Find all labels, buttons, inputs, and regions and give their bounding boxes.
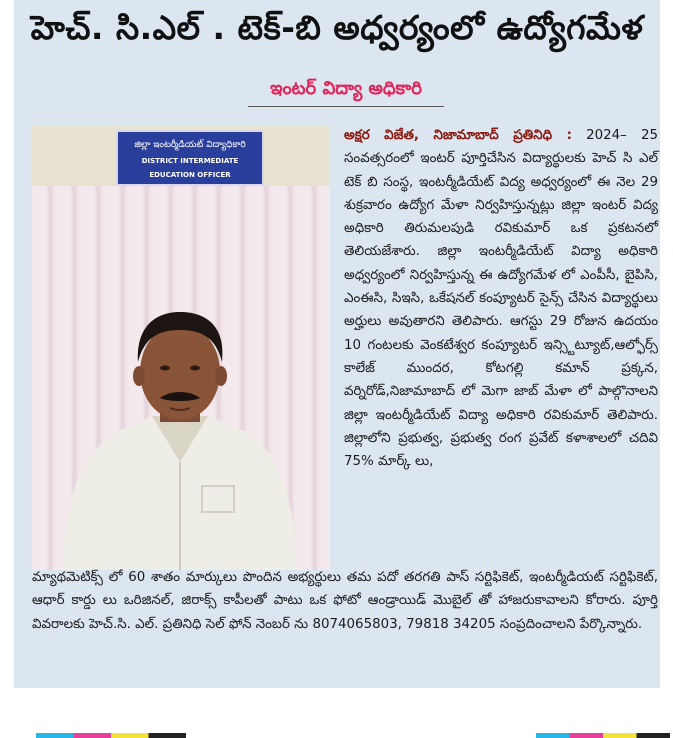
article-body-side bbox=[344, 124, 658, 473]
print-registration-strip-left bbox=[36, 733, 186, 738]
officer-photo bbox=[32, 126, 330, 570]
print-registration-strip-right bbox=[536, 733, 670, 738]
byline: అక్షర విజేత, నిజామాబాద్ ప్రతినిధి : bbox=[344, 128, 572, 143]
article-text-side: 2024– 25 సంవత్సరంలో ఇంటర్ పూర్తిచేసిన విద్యార్థులకు హెచ్ సి ఎల్ టెక్ బి సంస్థ, ఇంటర్మీడియేట్ విద్య అధ్వర్యంలో ఈ నెల 29 శుక్రవారం ఉద్యోగ మేళా నిర్వహిస్తున్నట్లు జిల్లా ఇంటర్ విద్య అధికారి తిరుమలపుడి రవికుమార్ ఒక ప్రకటనలో తెలియజేశారు. జిల్లా ఇంటర్మీడియేట్ విద్యా అధికారి అధ్వర్యంలో నిర్వహిస్తున్న ఈ ఉద్యోగమేళ లో ఎంపీసీ, బైపిసి, ఎంఈసి, సిఇసి, ఒకేషనల్ కంప్యూటర్ సైన్స్ చేసిన విద్యార్థులు అర్హులు అవుతారని తెలిపారు. ఆగస్టు 29 రోజున ఉదయం 10 గంటలకు వెంకటేశ్వర కంప్యూటర్ ఇన్స్టిట్యూట్,ఆల్ఫోర్స్ కాలేజ్ ముందర, కోటగల్లి కమాన్ ప్రక్కన, వర్నిరోడ్,నిజామాబాద్ లో మెగా జాబ్ మేళా లో పాల్గొనాలని జిల్లా ఇంటర్మీడియేట్ విద్యా అధికారి రవికుమార్ తెలిపారు. జిల్లాలోని ప్రభుత్వ, ప్రభుత్వ రంగ ప్రవేట్ కళాశాలలో చదివి 75% మార్క్ లు, bbox=[344, 128, 658, 470]
news-clipping bbox=[14, 0, 660, 688]
headline: హెచ్. సి.ఎల్ . టెక్-బి అధ్వర్యంలో ఉద్యోగమేళ bbox=[30, 8, 644, 47]
officer-portrait bbox=[32, 126, 330, 570]
subheadline: ఇంటర్ విద్యా అధికారి bbox=[248, 76, 444, 107]
article-body-full-width: మ్యాథమెటిక్స్ లో 60 శాతం మార్కులు పొందిన అభ్యర్థులు తమ పదో తరగతి పాస్ సర్టిఫికెట్, ఇంటర్మీడియట్ సర్టిఫికెట్, ఆధార్ కార్డు లు ఒరిజినల్, జిరాక్స్ కాపీలతో పాటు ఒక ఫోటో ఆండ్రాయిడ్ మొబైల్ తో హాజరుకావాలని కోరారు. పూర్తి వివరాలకు హెచ్.సి. ఎల్. ప్రతినిధి సెల్ ఫోన్ నెంబర్ ను 8074065803, 79818 34205 సంప్రదించాలని పేర్కొన్నారు. bbox=[32, 570, 658, 632]
plaque-telugu-text: జిల్లా ఇంటర్మీడియట్ విద్యాధికారి bbox=[134, 140, 246, 150]
plaque-english-text: DISTRICT INTERMEDIATE EDUCATION OFFICER bbox=[141, 157, 239, 179]
